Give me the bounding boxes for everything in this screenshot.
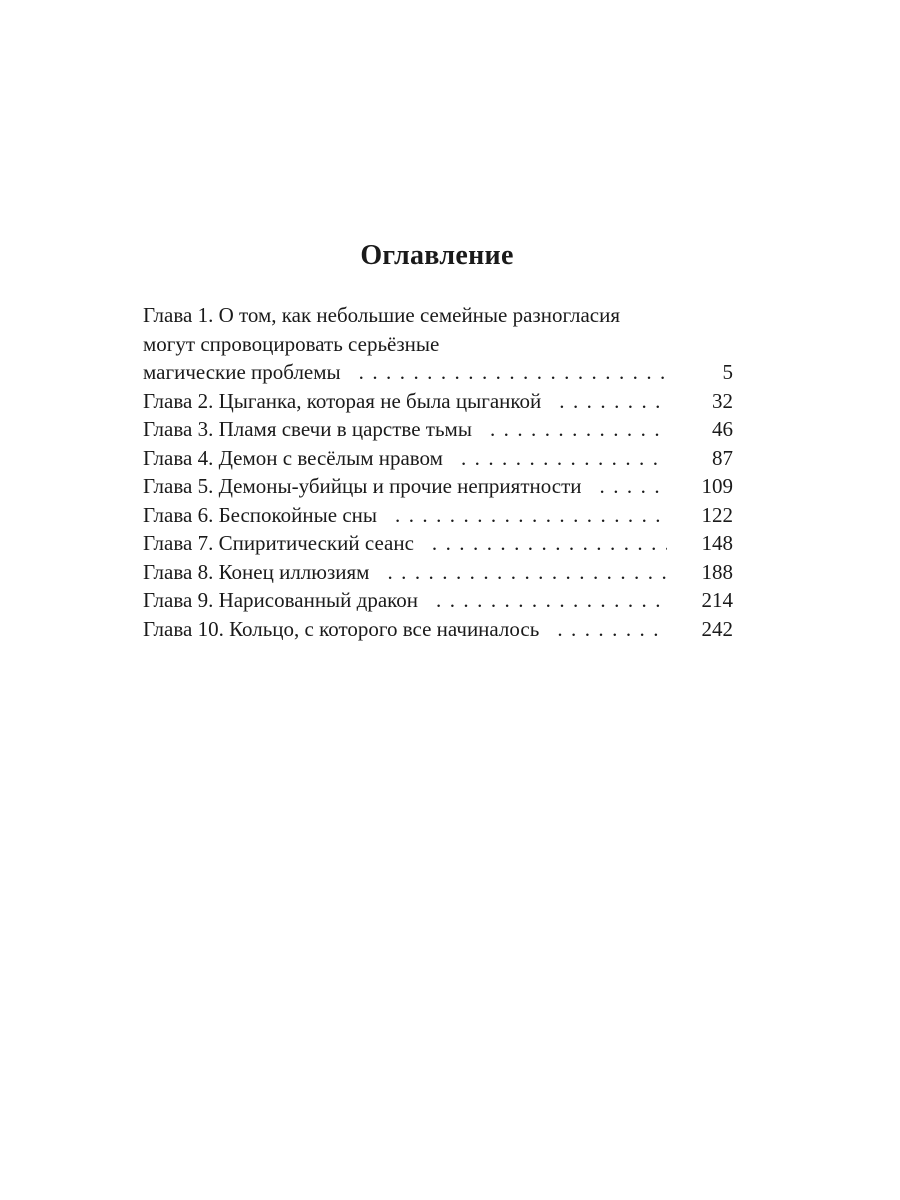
- toc-title: Оглавление: [360, 240, 514, 271]
- toc-entry-title: Глава 5. Демоны-убийцы и прочие неприятности: [143, 474, 582, 498]
- dot-leader: [557, 615, 667, 644]
- toc-page-number: 214: [701, 588, 733, 612]
- dot-leader: [436, 586, 667, 615]
- toc-page-number: 188: [701, 559, 733, 584]
- toc-entry-title: Глава 9. Нарисованный дракон: [143, 588, 419, 612]
- toc-entry-8: [143, 558, 733, 587]
- toc-entry-6: [143, 501, 733, 530]
- toc-page-number: 122: [701, 502, 733, 527]
- toc-entry-7: [143, 529, 733, 558]
- toc-page-number: 5: [722, 360, 733, 384]
- toc-entry-10: [143, 615, 733, 644]
- dot-leader: [461, 444, 667, 473]
- toc-entry-9: [143, 586, 733, 615]
- dot-leader: [432, 529, 667, 558]
- dot-leader: [395, 501, 667, 530]
- dot-leader: [490, 415, 667, 444]
- toc-entry-title: магические проблемы: [143, 360, 341, 384]
- toc-entry-3: [143, 415, 733, 444]
- dot-leader: [559, 387, 667, 416]
- dot-leader: [359, 358, 667, 387]
- toc-entry-title: Глава 4. Демон с весёлым нравом: [143, 445, 443, 470]
- toc-page-number: 46: [712, 417, 733, 441]
- toc-entry-5: [143, 472, 733, 501]
- toc-entry-title: Глава 6. Беспокойные сны: [143, 502, 377, 527]
- dot-leader: [387, 558, 667, 587]
- toc-entry-title: Глава 3. Пламя свечи в царстве тьмы: [143, 417, 472, 441]
- toc-entry-line: Глава 1. О том, как небольшие семейные разногласия: [143, 303, 621, 327]
- dot-leader: [600, 472, 667, 501]
- toc-entry-2: [143, 387, 733, 416]
- toc-page-number: 109: [701, 474, 733, 498]
- toc-entry-title: Глава 8. Конец иллюзиям: [143, 559, 370, 584]
- toc-entry-title: Глава 7. Спиритический сеанс: [143, 531, 414, 555]
- toc-page-number: 148: [701, 531, 733, 555]
- toc-page-number: 32: [712, 388, 733, 413]
- toc-entry-title: Глава 10. Кольцо, с которого все начиналось: [143, 616, 540, 641]
- toc-entry-line: могут спровоцировать серьёзные: [143, 331, 440, 356]
- toc-entry-title: Глава 2. Цыганка, которая не была цыганкой: [143, 388, 542, 413]
- toc-entry-1: [143, 301, 733, 387]
- toc-page-number: 87: [712, 445, 733, 470]
- toc-page-number: 242: [701, 616, 733, 641]
- toc-entry-4: [143, 444, 733, 473]
- table-of-contents: [143, 301, 733, 643]
